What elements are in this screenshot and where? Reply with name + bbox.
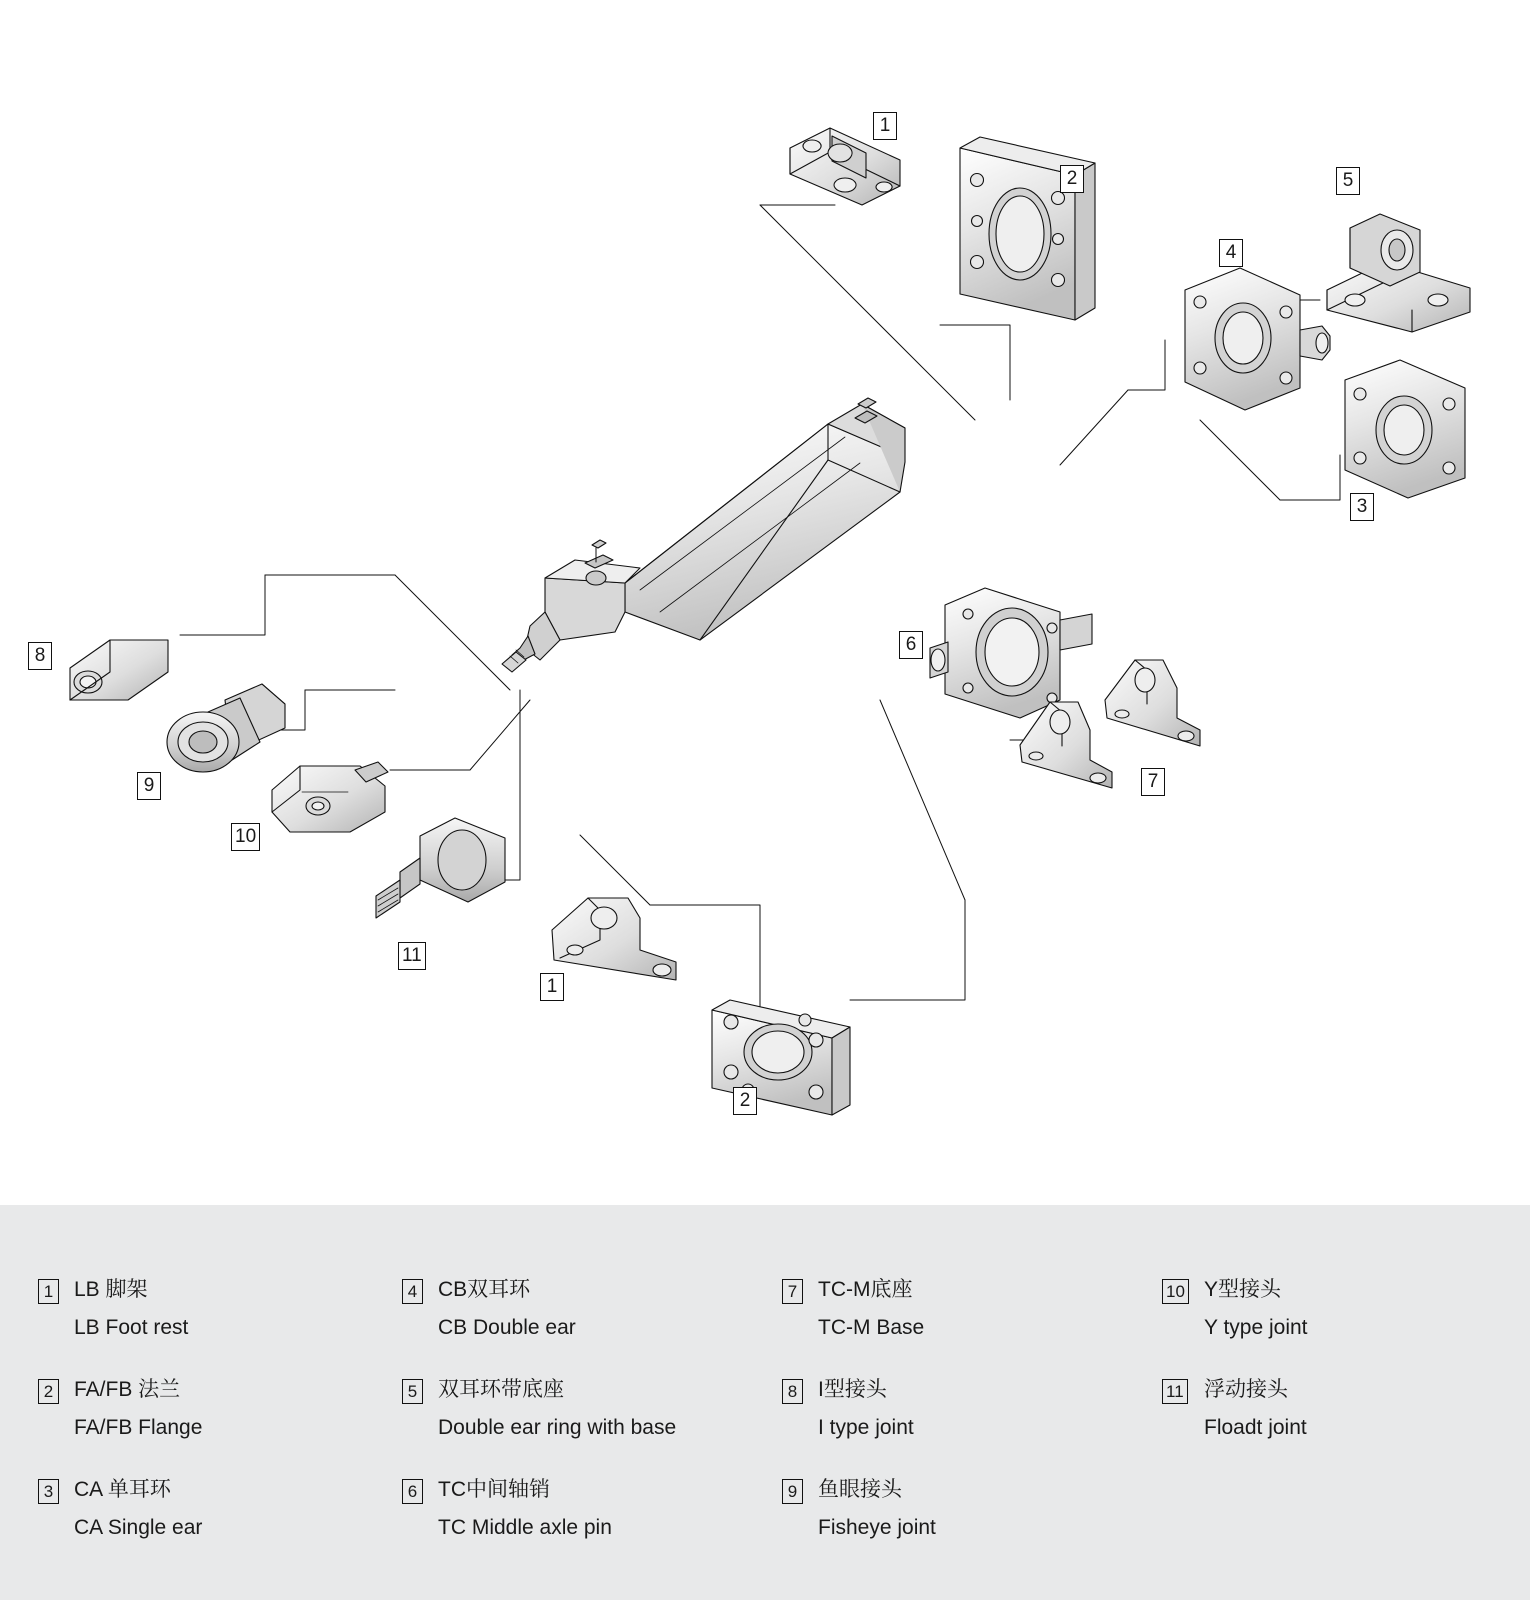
callout-2-bottom: 2 (733, 1087, 757, 1115)
legend-number: 6 (402, 1479, 423, 1504)
legend-label-en: I type joint (818, 1416, 914, 1439)
legend-label-cn: CB双耳环 (438, 1278, 531, 1301)
legend-label-en: TC Middle axle pin (438, 1516, 612, 1539)
legend-label-en: Double ear ring with base (438, 1416, 677, 1439)
legend-item-4 (382, 1277, 764, 1377)
legend-label-cn: CA 单耳环 (74, 1478, 171, 1501)
legend-item-3 (0, 1477, 382, 1577)
legend-label-cn: Y型接头 (1204, 1278, 1282, 1301)
legend-label-en: CA Single ear (74, 1516, 203, 1539)
legend-label-cn: LB 脚架 (74, 1278, 148, 1301)
legend-number: 5 (402, 1379, 423, 1404)
legend-item-2 (0, 1377, 382, 1477)
callout-8: 8 (28, 642, 52, 670)
legend-label-cn: TC中间轴销 (438, 1478, 550, 1501)
legend-label-cn: TC-M底座 (818, 1278, 913, 1301)
legend-item-5 (382, 1377, 764, 1477)
legend-number: 11 (1162, 1379, 1188, 1404)
legend-label-cn: I型接头 (818, 1378, 887, 1401)
legend-label-en: Y type joint (1204, 1316, 1308, 1339)
legend-number: 2 (38, 1379, 59, 1404)
legend-item-7 (764, 1277, 1146, 1377)
legend-label-en: FA/FB Flange (74, 1416, 203, 1439)
callout-7: 7 (1141, 768, 1165, 796)
legend-item-8 (764, 1377, 1146, 1477)
callout-11: 11 (398, 942, 426, 970)
legend-label-cn: FA/FB 法兰 (74, 1378, 181, 1401)
legend-number: 1 (38, 1279, 59, 1304)
legend-panel (0, 1205, 1530, 1600)
legend-number: 3 (38, 1479, 59, 1504)
legend-number: 7 (782, 1279, 803, 1304)
legend-label-cn: 鱼眼接头 (818, 1478, 902, 1501)
callout-2-top: 2 (1060, 165, 1084, 193)
legend-number: 8 (782, 1379, 803, 1404)
legend-item-empty (1146, 1477, 1528, 1577)
legend-label-en: TC-M Base (818, 1316, 925, 1339)
legend-label-en: LB Foot rest (74, 1316, 189, 1339)
legend-item-10 (1146, 1277, 1528, 1377)
callout-6: 6 (899, 631, 923, 659)
legend-item-6 (382, 1477, 764, 1577)
legend-number: 9 (782, 1479, 803, 1504)
legend-item-1 (0, 1277, 382, 1377)
legend-label-cn: 浮动接头 (1204, 1378, 1288, 1401)
callout-1-bottom: 1 (540, 973, 564, 1001)
legend-number: 4 (402, 1279, 423, 1304)
legend-label-cn: 双耳环带底座 (438, 1378, 564, 1401)
callout-3: 3 (1350, 493, 1374, 521)
legend-label-en: CB Double ear (438, 1316, 576, 1339)
legend-label-en: Fisheye joint (818, 1516, 936, 1539)
callout-1-top: 1 (873, 112, 897, 140)
legend-label-en: Floadt joint (1204, 1416, 1307, 1439)
callout-5: 5 (1336, 167, 1360, 195)
callout-9: 9 (137, 772, 161, 800)
callout-10: 10 (231, 823, 260, 851)
legend-item-9 (764, 1477, 1146, 1577)
legend-item-11 (1146, 1377, 1528, 1477)
legend-number: 10 (1162, 1279, 1189, 1304)
callout-4: 4 (1219, 239, 1243, 267)
